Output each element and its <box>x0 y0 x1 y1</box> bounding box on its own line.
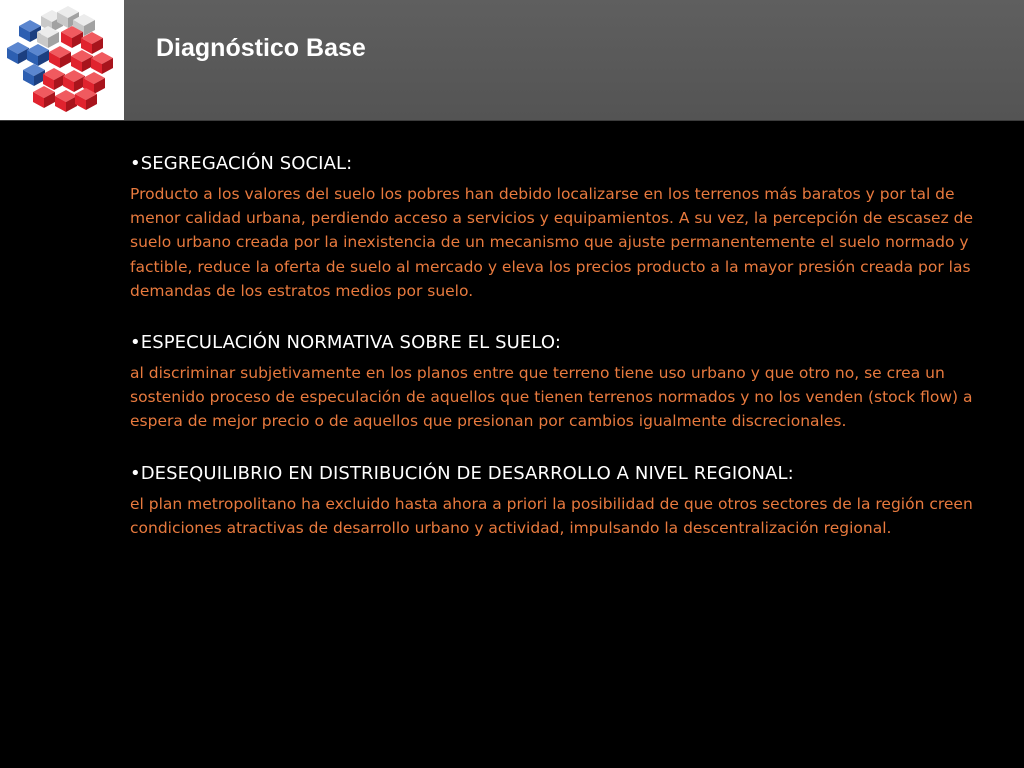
logo <box>0 0 124 120</box>
section-body: al discriminar subjetivamente en los planos entre que terreno tiene uso urbano y que otro no, se crea un sostenido proceso de especulación de aquellos que tienen terrenos normados y no los venden (stock flow) a espera de mejor precio o de aquellos que presionan por cambios igualmente discrecionales. <box>130 364 973 431</box>
section-desequilibrio-regional <box>130 460 980 540</box>
page-title: Diagnóstico Base <box>156 34 366 62</box>
section-heading: •ESPECULACIÓN NORMATIVA SOBRE EL SUELO: <box>130 332 561 354</box>
slide-content <box>130 150 980 566</box>
section-heading: •SEGREGACIÓN SOCIAL: <box>130 153 353 174</box>
header-bar <box>0 0 1024 121</box>
section-heading: •DESEQUILIBRIO EN DISTRIBUCIÓN DE DESARROLLO A NIVEL REGIONAL: <box>130 462 794 484</box>
chile-cubes-logo-icon <box>0 0 124 120</box>
section-body: Producto a los valores del suelo los pobres han debido localizarse en los terrenos más baratos y por tal de menor calidad urbana, perdiendo acceso a servicios y equipamientos. A su vez, la percepción de escasez de suelo urbano creada por la inexistencia de un mecanismo que ajuste permanentemente el suelo normado y factible, reduce la oferta de suelo al mercado y eleva los precios producto a la mayor presión creada por las demandas de los estratos medios por suelo. <box>130 185 974 300</box>
section-segregacion-social <box>130 150 980 303</box>
section-body: el plan metropolitano ha excluido hasta ahora a priori la posibilidad de que otros sectores de la región creen condiciones atractivas de desarrollo urbano y actividad, impulsando la descentralización regional. <box>130 494 973 537</box>
section-especulacion-normativa <box>130 329 980 434</box>
